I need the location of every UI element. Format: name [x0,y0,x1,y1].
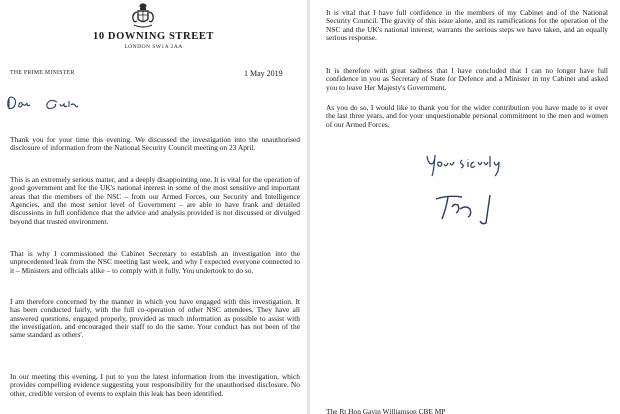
letter-paragraph: As you do so, I would like to thank you for the wider contribution you have made to it over the last three years, and for your unquestionable personal commitment to the men and women of our Armed Forces. [326,103,608,129]
royal-coat-of-arms-icon [130,2,156,30]
letter-paragraph: Thank you for your time this evening. We discussed the investigation into the unauthorised disclosure of information from the National Security Council meeting on 23 April. [10,135,300,153]
handwritten-salutation [5,92,95,114]
letter-paragraph: That is why I commissioned the Cabinet Secretary to establish an investigation into the unprecedented leak from the NSC meeting last week, and why I expected everyone connected to it – Ministers and officials alike – to comply with it fully. You undertook to do so. [10,249,300,275]
letter-paragraph: It is vital that I have full confidence in the members of my Cabinet and of the National Security Council. The gravity of this issue alone, and its ramifications for the operation of the NSC and the UK's national interest, warrants the serious steps we have taken, and an equally serious response. [326,8,608,43]
letter-paragraph: It is therefore with great sadness that I have concluded that I can no longer have full confidence in you as Secretary of State for Defence and a Minister in my Cabinet and asked you to leave Her Majesty's Government. [326,66,608,92]
letterhead-title: 10 DOWNING STREET [92,31,215,42]
letter-page-2 [310,0,620,414]
sender-label: THE PRIME MINISTER [10,70,75,76]
letterhead-address: LONDON SW1A 2AA [124,44,183,50]
letter-paragraph: I am therefore concerned by the manner in which you have engaged with this investigation. It has been conducted fairly, with the full co-operation of other NSC attendees. They have all answered questions, engaged properly, provided as much information as possible to assist with the investigation, and encouraged their staff to do the same. Your conduct has not been of the same standard as others'. [10,297,300,340]
svg-text:The Rt Hon Gavin Williamson CB: The Rt Hon Gavin Williamson CBE MP [326,407,446,414]
letter-paragraph: This is an extremely serious matter, and a deeply disappointing one. It is vital for the operation of good government and for the UK's national interest in some of the most sensitive and important areas that the members of the NSC – from our Armed Forces, our Security and Intelligence Agencies, and the most senior level of Government – are able to have frank and detailed discussions in full confidence that the advice and analysis provided is not discussed or divulged beyond that trusted environment. [10,175,300,226]
addressee-line [326,406,586,414]
letter-paragraph: In our meeting this evening, I put to you the latest information from the investigation, which provides compelling evidence suggesting your responsibility for the unauthorised disclosure. No other, credible version of events to explain this leak has been identified. [10,372,300,398]
letter-date: 1 May 2019 [244,69,283,78]
letter-page-1 [0,0,307,414]
handwritten-signature [432,191,512,225]
handwritten-sign-off [424,150,514,182]
